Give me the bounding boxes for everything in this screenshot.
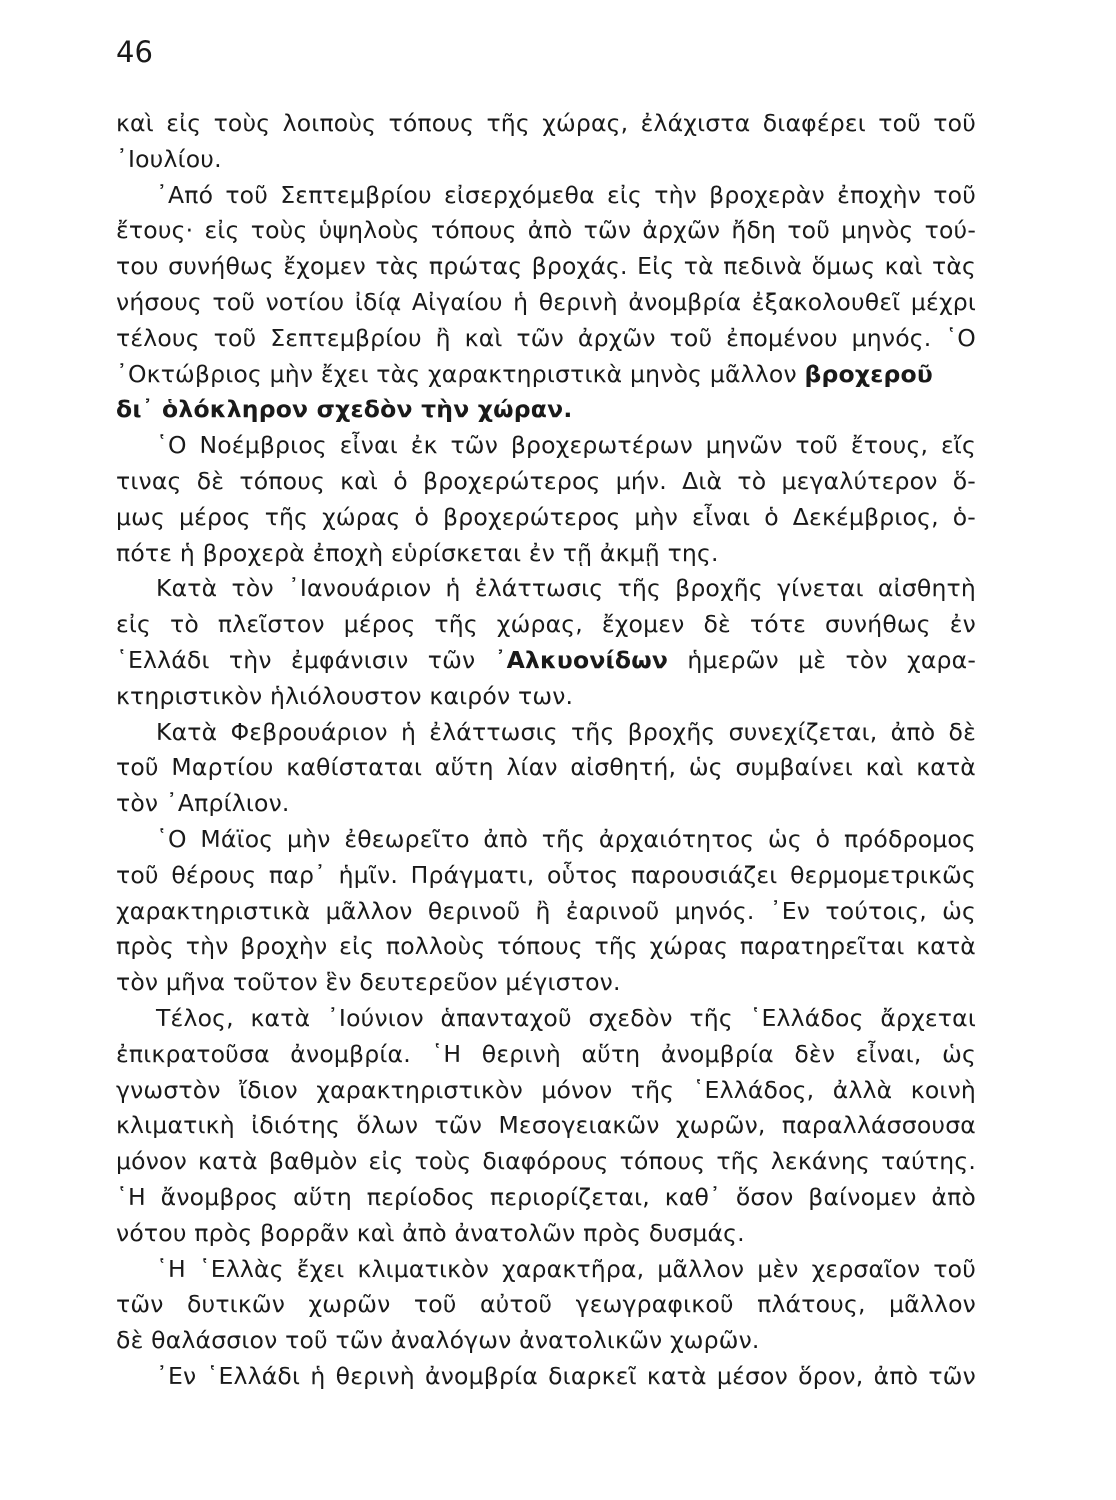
text-line: χαρακτηριστικὰ μᾶλλον θερινοῦ ἢ ἐαρινοῦ μηνός. ᾿Εν τούτοις, ὡς [116,896,976,925]
text-line: ῾Ο Μάϊος μὴν ἐθεωρεῖτο ἀπὸ τῆς ἀρχαιότητος ὡς ὁ πρόδρομος [156,824,976,853]
text-line: κτηριστικὸν ἡλιόλουστον καιρόν των. [116,681,574,710]
bold-term: ᾿Αλκυονίδων [494,645,669,674]
text-line: εἰς τὸ πλεῖστον μέρος τῆς χώρας, ἔχομεν δὲ τότε συνήθως ἐν [116,610,976,639]
text-line: Κατὰ τὸν ᾿Ιανουάριον ἡ ἐλάττωσις τῆς βροχῆς γίνεται αἰσθητὴ [156,574,976,603]
text-run: ᾿Οκτώβριος μὴν ἔχει τὰς χαρακτηριστικὰ μηνὸς μᾶλλον [116,359,797,388]
text-line: ᾿Ιουλίου. [116,144,222,173]
text-line: νότου πρὸς βορρᾶν καὶ ἀπὸ ἀνατολῶν πρὸς δυσμάς. [116,1218,745,1247]
text-line: τοῦ θέρους παρ᾿ ἡμῖν. Πράγματι, οὗτος παρουσιάζει θερμομετρικῶς [116,860,976,889]
text-line: μόνον κατὰ βαθμὸν εἰς τοὺς διαφόρους τόπους τῆς λεκάνης ταύτης. [116,1147,976,1176]
body-text [116,106,976,1395]
text-line: ῾Η ἄνομβρος αὕτη περίοδος περιορίζεται, καθ᾿ ὅσον βαίνομεν ἀπὸ [116,1182,976,1211]
text-line: ᾿Από τοῦ Σεπτεμβρίου εἰσερχόμεθα εἰς τὴν βροχερὰν ἐποχὴν τοῦ [156,180,976,209]
text-line: γνωστὸν ἴδιον χαρακτηριστικὸν μόνον τῆς ῾Ελλάδος, ἀλλὰ κοινὴ [116,1075,976,1104]
text-run: ῾Ελλάδι τὴν ἐμφάνισιν τῶν [116,645,476,674]
text-line: ῾Η ῾Ελλὰς ἔχει κλιματικὸν χαρακτῆρα, μᾶλλον μὲν χερσαῖον τοῦ [156,1254,976,1283]
text-line: Κατὰ Φεβρουάριον ἡ ἐλάττωσις τῆς βροχῆς συνεχίζεται, ἀπὸ δὲ [156,717,976,746]
bold-line: δι᾿ ὁλόκληρον σχεδὸν τὴν χώραν. [116,395,573,424]
text-line: τῶν δυτικῶν χωρῶν τοῦ αὐτοῦ γεωγραφικοῦ πλάτους, μᾶλλον [116,1290,976,1319]
text-line: μως μέρος τῆς χώρας ὁ βροχερώτερος μὴν εἶναι ὁ Δεκέμβριος, ὁ- [116,502,976,531]
text-line: δὲ θαλάσσιον τοῦ τῶν ἀναλόγων ἀνατολικῶν χωρῶν. [116,1326,760,1355]
text-line: πρὸς τὴν βροχὴν εἰς πολλοὺς τόπους τῆς χώρας παρατηρεῖται κατὰ [116,932,976,961]
text-line: τὸν μῆνα τοῦτον ἓν δευτερεῦον μέγιστον. [116,968,621,997]
text-line: ῾Ο Νοέμβριος εἶναι ἐκ τῶν βροχερωτέρων μηνῶν τοῦ ἔτους, εἴς [156,431,976,460]
text-line: νήσους τοῦ νοτίου ἰδίᾳ Αἰγαίου ἡ θερινὴ ἀνομβρία ἐξακολουθεῖ μέχρι [116,287,976,316]
text-line: τοῦ Μαρτίου καθίσταται αὕτη λίαν αἰσθητή, ὡς συμβαίνει καὶ κατὰ [116,753,976,782]
text-line: τὸν ᾿Απρίλιον. [116,789,290,818]
page-number: 46 [116,35,153,69]
text-line [116,643,976,679]
text-line [116,357,976,393]
text-line: ἔτους· εἰς τοὺς ὑψηλοὺς τόπους ἀπὸ τῶν ἀρχῶν ἤδη τοῦ μηνὸς τού- [116,216,976,245]
text-line: ᾿Εν ῾Ελλάδι ἡ θερινὴ ἀνομβρία διαρκεῖ κατὰ μέσον ὅρον, ἀπὸ τῶν [156,1361,976,1390]
text-line: του συνήθως ἔχομεν τὰς πρώτας βροχάς. Εἰς τὰ πεδινὰ ὅμως καὶ τὰς [116,252,976,281]
text-line: κλιματικὴ ἰδιότης ὅλων τῶν Μεσογειακῶν χωρῶν, παραλλάσσουσα [116,1111,976,1140]
text-line: τινας δὲ τόπους καὶ ὁ βροχερώτερος μήν. Διὰ τὸ μεγαλύτερον ὅ- [116,466,976,495]
text-line: Τέλος, κατὰ ᾿Ιούνιον ἁπανταχοῦ σχεδὸν τῆς ῾Ελλάδος ἄρχεται [156,1003,976,1032]
bold-term: βροχεροῦ [804,359,933,388]
text-line: καὶ εἰς τοὺς λοιποὺς τόπους τῆς χώρας, ἐλάχιστα διαφέρει τοῦ τοῦ [116,109,976,137]
text-line: τέλους τοῦ Σεπτεμβρίου ἢ καὶ τῶν ἀρχῶν τοῦ ἐπομένου μηνός. ῾Ο [116,323,976,352]
text-line: πότε ἡ βροχερὰ ἐποχὴ εὑρίσκεται ἐν τῇ ἀκμῇ της. [116,538,719,567]
text-run: ἡμερῶν μὲ τὸν χαρα- [687,645,976,674]
text-line: ἐπικρατοῦσα ἀνομβρία. ῾Η θερινὴ αὕτη ἀνομβρία δὲν εἶναι, ὡς [116,1039,976,1068]
